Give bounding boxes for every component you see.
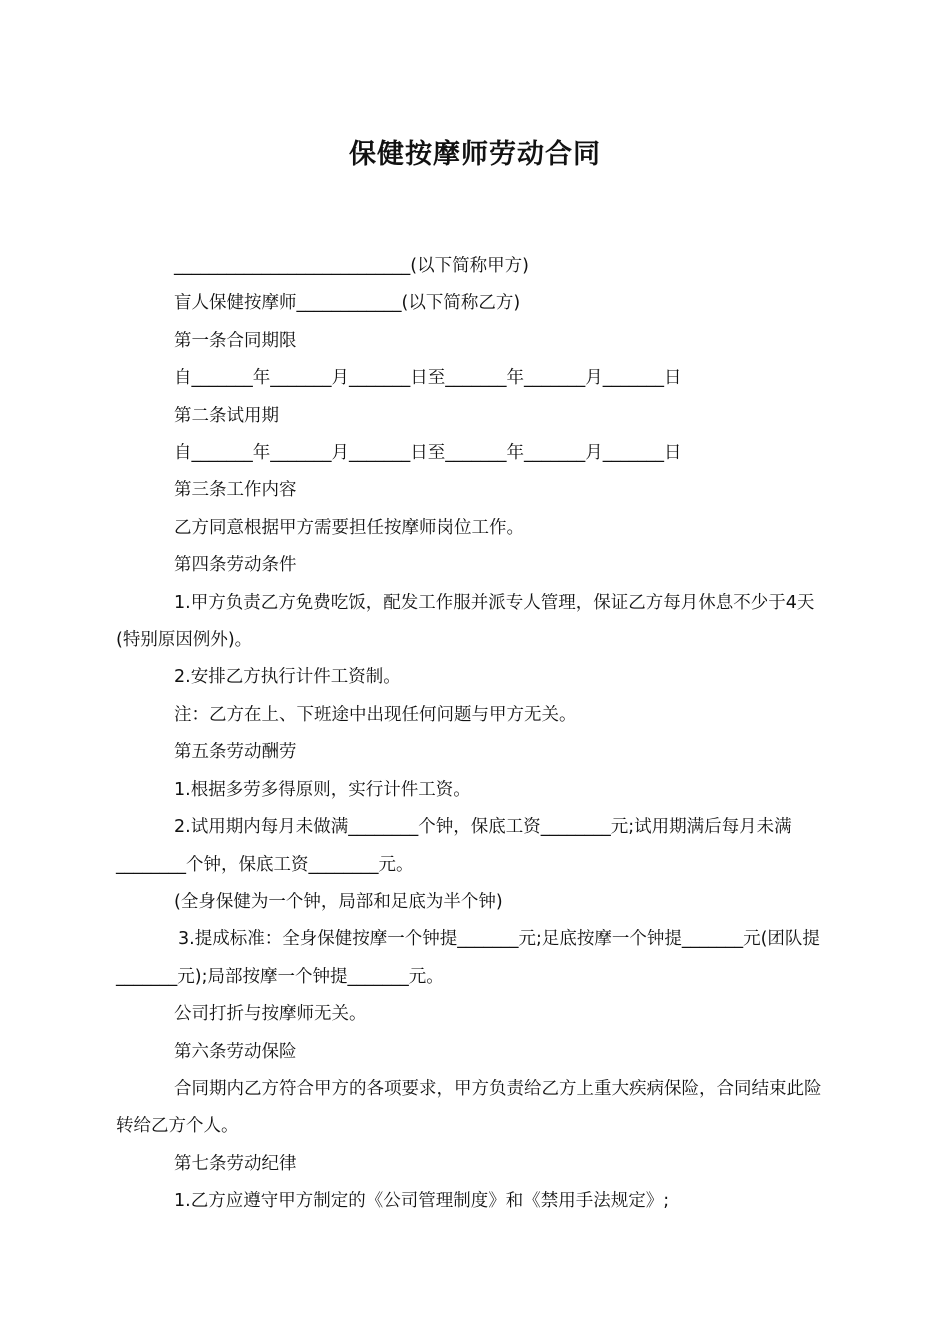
article-5-item-3: 3.提成标准：全身保健按摩一个钟提_______元;足底按摩一个钟提_______元(团队提_______元);局部按摩一个钟提_______元。 bbox=[116, 929, 820, 987]
article-2-heading: 第二条试用期 bbox=[174, 405, 279, 426]
article-5-heading: 第五条劳动酬劳 bbox=[174, 742, 297, 763]
document-body bbox=[116, 248, 836, 1221]
article-5-note: (全身保健为一个钟，局部和足底为半个钟) bbox=[174, 891, 503, 912]
article-5-item-2: 2.试用期内每月未做满________个钟，保底工资________元;试用期满后每月未满________个钟，保底工资________元。 bbox=[116, 817, 792, 875]
article-7-item-1: 1.乙方应遵守甲方制定的《公司管理制度》和《禁用手法规定》; bbox=[174, 1191, 670, 1212]
article-7-heading: 第七条劳动纪律 bbox=[174, 1153, 297, 1174]
article-4-item-1: 1.甲方负责乙方免费吃饭，配发工作服并派专人管理，保证乙方每月休息不少于4天(特别原因例外)。 bbox=[116, 592, 815, 651]
party-b-line: 盲人保健按摩师____________(以下简称乙方) bbox=[174, 293, 521, 314]
article-4-note: 注：乙方在上、下班途中出现任何问题与甲方无关。 bbox=[174, 704, 577, 725]
article-6-content: 合同期内乙方符合甲方的各项要求，甲方负责给乙方上重大疾病保险，合同结束此险转给乙方个人。 bbox=[116, 1078, 822, 1137]
party-a-line: ___________________________(以下简称甲方) bbox=[174, 256, 529, 276]
article-3-heading: 第三条工作内容 bbox=[174, 480, 297, 501]
article-5-discount: 公司打折与按摩师无关。 bbox=[174, 1004, 367, 1025]
article-5-item-1: 1.根据多劳多得原则，实行计件工资。 bbox=[174, 779, 471, 800]
document-title: 保健按摩师劳动合同 bbox=[349, 139, 601, 170]
article-1-dates: 自_______年_______月_______日至_______年_______月_______日 bbox=[174, 368, 682, 389]
article-4-heading: 第四条劳动条件 bbox=[174, 555, 297, 576]
article-4-item-2: 2.安排乙方执行计件工资制。 bbox=[174, 667, 401, 688]
article-6-heading: 第六条劳动保险 bbox=[174, 1041, 297, 1062]
article-1-heading: 第一条合同期限 bbox=[174, 330, 297, 351]
article-3-content: 乙方同意根据甲方需要担任按摩师岗位工作。 bbox=[174, 517, 524, 538]
article-2-dates: 自_______年_______月_______日至_______年_______月_______日 bbox=[174, 443, 682, 464]
